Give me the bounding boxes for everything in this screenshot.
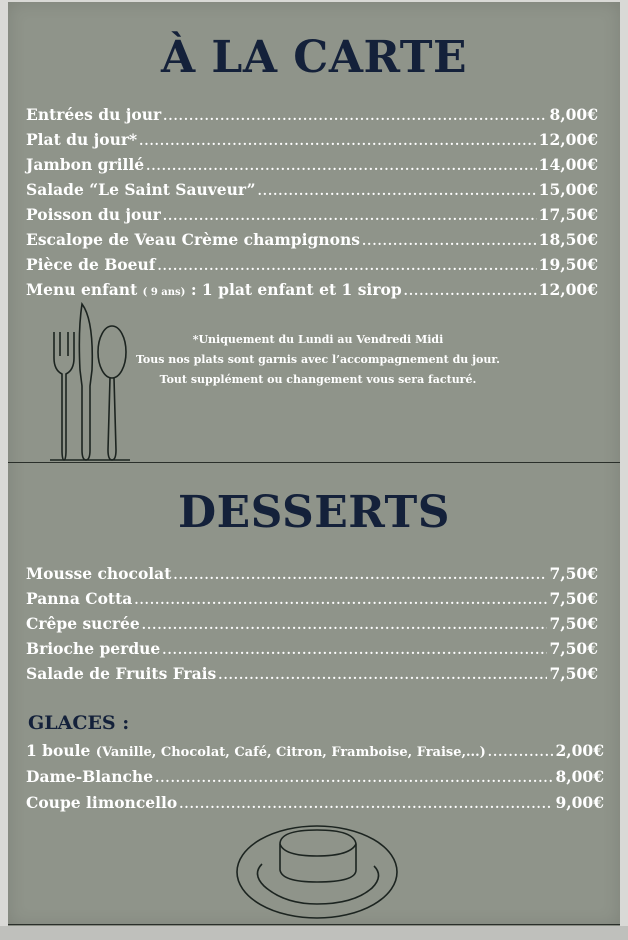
glace-item: [26, 793, 604, 812]
menu-item: [26, 105, 598, 124]
item-label: Mousse chocolat: [26, 564, 172, 583]
note-line: *Uniquement du Lundi au Vendredi Midi: [192, 333, 444, 346]
desserts-title: DESSERTS: [177, 487, 451, 538]
item-price: 2,00€: [555, 741, 604, 760]
item-price: 9,00€: [555, 793, 604, 812]
item-label: Panna Cotta: [26, 589, 133, 608]
glaces-title: GLACES :: [28, 712, 130, 734]
note-line: Tout supplément ou changement vous sera facturé.: [159, 373, 477, 386]
item-price: 14,00€: [538, 155, 598, 174]
dessert-item: [26, 614, 598, 633]
item-label: Jambon grillé: [26, 155, 145, 174]
item-price: 8,00€: [549, 105, 598, 124]
item-price: 18,50€: [538, 230, 598, 249]
menu-item: [26, 130, 598, 149]
bottom-divider: [8, 924, 620, 925]
glace-item: [26, 741, 604, 760]
menu-item: [26, 155, 598, 174]
item-price: 7,50€: [549, 664, 598, 683]
note-line: Tous nos plats sont garnis avec l’accompagnement du jour.: [135, 353, 501, 366]
menu-item: [26, 230, 598, 249]
glace-item: [26, 767, 604, 786]
menu-item: [26, 205, 598, 224]
dessert-plate-icon: [234, 820, 400, 926]
item-label: Crêpe sucrée: [26, 614, 140, 633]
item-price: 7,50€: [549, 589, 598, 608]
item-label: Pièce de Boeuf: [26, 255, 156, 274]
cutlery-icon: [50, 300, 130, 466]
menu-item: [26, 280, 598, 299]
item-label: Plat du jour*: [26, 130, 138, 149]
menu-item: [26, 180, 598, 199]
item-price: 8,00€: [555, 767, 604, 786]
dessert-item: [26, 664, 598, 683]
item-label: Escalope de Veau Crème champignons: [26, 230, 360, 249]
item-label: Menu enfant ( 9 ans) : 1 plat enfant et 1 sirop: [26, 280, 402, 299]
item-label: Poisson du jour: [26, 205, 161, 224]
item-price: 7,50€: [549, 564, 598, 583]
item-label: Salade de Fruits Frais: [26, 664, 217, 683]
dessert-item: [26, 564, 598, 583]
menu-sheet: [8, 2, 620, 926]
item-price: 7,50€: [549, 639, 598, 658]
item-label: Dame-Blanche: [26, 767, 154, 786]
item-price: 12,00€: [538, 280, 598, 299]
item-label: Brioche perdue: [26, 639, 161, 658]
item-price: 19,50€: [538, 255, 598, 274]
carte-title: À LA CARTE: [160, 32, 468, 83]
dessert-item: [26, 639, 598, 658]
item-label: Entrées du jour: [26, 105, 162, 124]
item-price: 17,50€: [538, 205, 598, 224]
item-label: 1 boule (Vanille, Chocolat, Café, Citron, Framboise, Fraise,...): [26, 741, 486, 760]
item-price: 12,00€: [538, 130, 598, 149]
item-price: 7,50€: [549, 614, 598, 633]
background-edge: [0, 926, 628, 940]
item-label: Salade “Le Saint Sauveur”: [26, 180, 256, 199]
dessert-item: [26, 589, 598, 608]
menu-item: [26, 255, 598, 274]
section-divider: [8, 462, 620, 463]
item-label: Coupe limoncello: [26, 793, 178, 812]
item-price: 15,00€: [538, 180, 598, 199]
